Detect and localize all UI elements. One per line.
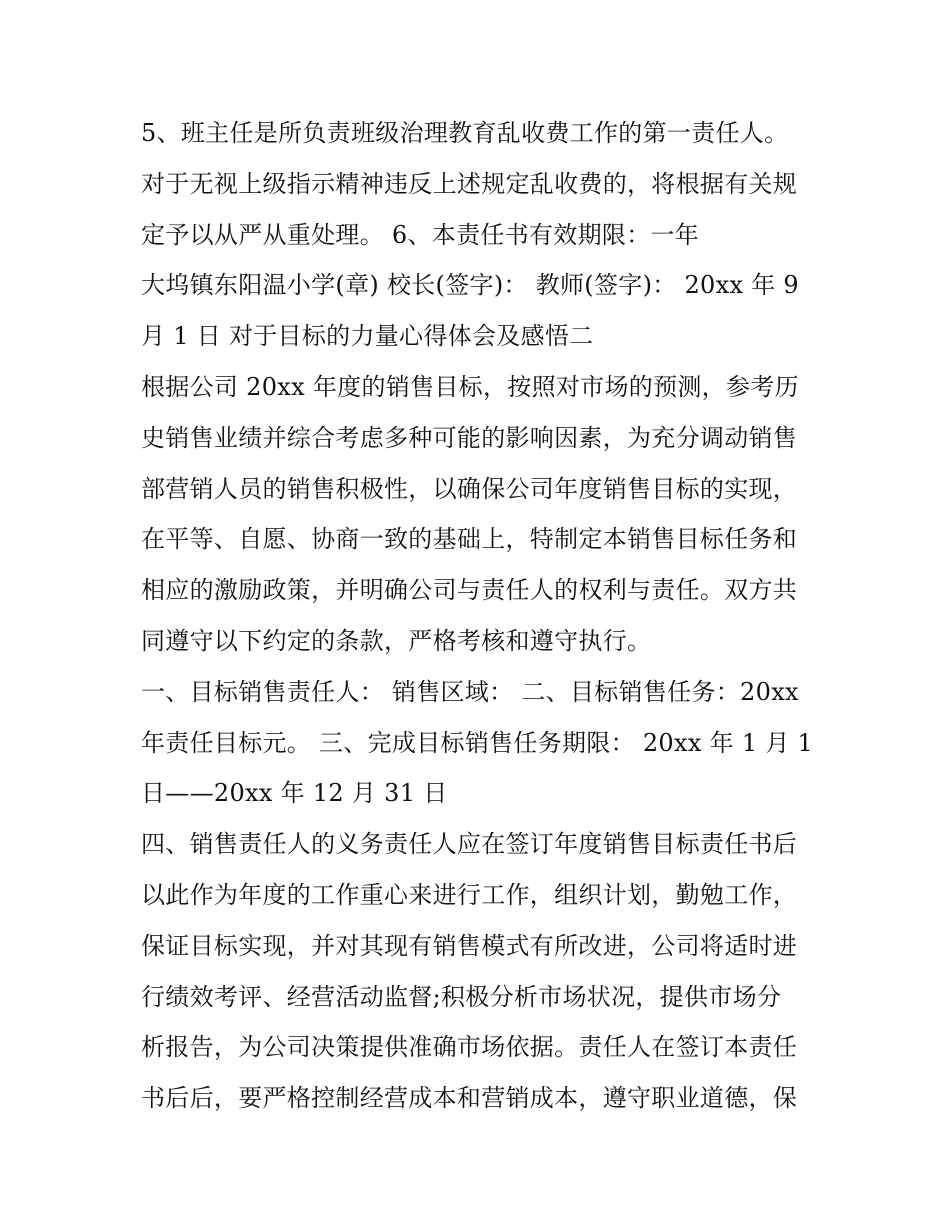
- text-line: 史销售业绩并综合考虑多种可能的影响因素，为充分调动销售: [141, 423, 798, 452]
- text-line: 5、班主任是所负责班级治理教育乱收费工作的第一责任人。: [141, 119, 789, 147]
- text-line: 相应的激励政策，并明确公司与责任人的权利与责任。双方共: [141, 576, 798, 605]
- text-line: 在平等、自愿、协商一致的基础上，特制定本销售目标任务和: [141, 525, 798, 554]
- document-body: [141, 108, 821, 1124]
- text-line: 一、目标销售责任人： 销售区域： 二、目标销售任务：20xx: [141, 677, 799, 706]
- text-line: 大坞镇东阳温小学(章) 校长(签字)： 教师(签字)： 20xx 年 9: [141, 271, 800, 300]
- text-line: 部营销人员的销售积极性，以确保公司年度销售目标的实现，: [141, 474, 798, 503]
- text-line: 析报告，为公司决策提供准确市场依据。责任人在签订本责任: [141, 1033, 798, 1062]
- text-line: 年责任目标元。 三、完成目标销售任务期限： 20xx 年 1 月 1: [141, 728, 814, 757]
- text-line: 月 1 日 对于目标的力量心得体会及感悟二: [141, 322, 594, 351]
- text-line: 以此作为年度的工作重心来进行工作，组织计划，勤勉工作，: [141, 880, 798, 909]
- text-line: 书后后，要严格控制经营成本和营销成本，遵守职业道德，保: [141, 1084, 798, 1113]
- text-line: 定予以从严从重处理。 6、本责任书有效期限：一年: [141, 220, 700, 249]
- text-line: 行绩效考评、经营活动监督;积极分析市场状况，提供市场分: [141, 982, 782, 1011]
- text-line: 根据公司 20xx 年度的销售目标，按照对市场的预测，参考历: [141, 372, 799, 401]
- text-line: 四、销售责任人的义务责任人应在签订年度销售目标责任书后: [141, 830, 798, 859]
- text-line: 对于无视上级指示精神违反上述规定乱收费的，将根据有关规: [141, 169, 798, 198]
- text-line: 保证目标实现，并对其现有销售模式有所改进，公司将适时进: [141, 931, 798, 960]
- text-line: 同遵守以下约定的条款，严格考核和遵守执行。: [141, 626, 652, 655]
- text-line: 日——20xx 年 12 月 31 日: [141, 779, 448, 808]
